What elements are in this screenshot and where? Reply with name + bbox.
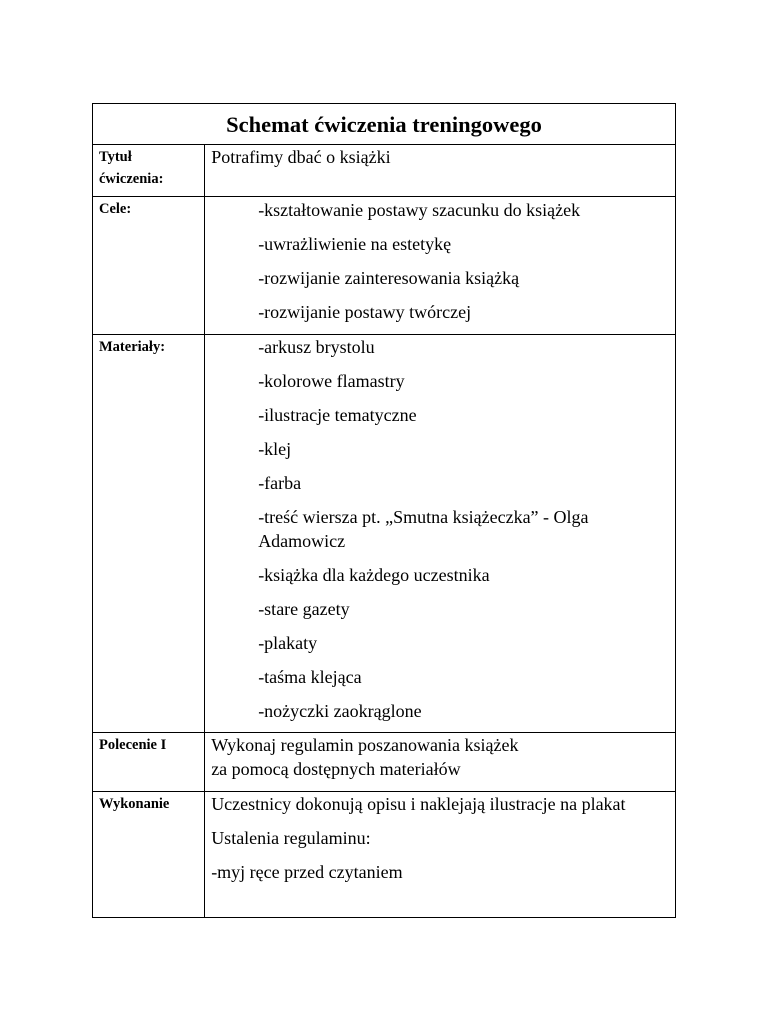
execution-value (205, 792, 676, 918)
material-item: -farba (258, 473, 302, 493)
exercise-title-label-line-2: ćwiczenia: (99, 171, 164, 187)
execution-paragraph: Uczestnicy dokonują opisu i naklejają ilustracje na plakat (211, 794, 626, 814)
material-item: -ilustracje tematyczne (258, 405, 417, 425)
material-item: -stare gazety (258, 599, 350, 619)
table-title-row (93, 104, 676, 145)
exercise-scheme-table (92, 103, 676, 918)
goals-row (93, 197, 676, 335)
goal-item: -rozwijanie zainteresowania książką (258, 268, 520, 288)
material-item: -treść wiersza pt. „Smutna książeczka” - Olga Adamowicz (258, 507, 589, 551)
goal-item: -rozwijanie postawy twórczej (258, 302, 472, 322)
execution-paragraph: -myj ręce przed czytaniem (211, 862, 403, 882)
goals-list (205, 197, 676, 335)
materials-row (93, 335, 676, 733)
material-item: -arkusz brystolu (258, 337, 375, 357)
material-item: -nożyczki zaokrąglone (258, 701, 422, 721)
goal-item: -uwrażliwienie na estetykę (258, 234, 452, 254)
exercise-title-label-line-1: Tytuł (99, 149, 132, 165)
page-title: Schemat ćwiczenia treningowego (93, 104, 676, 145)
execution-label: Wykonanie (93, 792, 205, 918)
materials-list (205, 335, 676, 733)
material-item: -książka dla każdego uczestnika (258, 565, 490, 585)
execution-row (93, 792, 676, 918)
goal-item: -kształtowanie postawy szacunku do książek (258, 200, 581, 220)
task-value (205, 733, 676, 792)
material-item: -taśma klejąca (258, 667, 362, 687)
execution-paragraph: Ustalenia regulaminu: (211, 828, 371, 848)
exercise-title-label (93, 145, 205, 197)
material-item: -kolorowe flamastry (258, 371, 405, 391)
exercise-title-row (93, 145, 676, 197)
exercise-title-value: Potrafimy dbać o książki (205, 145, 676, 197)
material-item: -plakaty (258, 633, 318, 653)
task-line: Wykonaj regulamin poszanowania książek (211, 735, 519, 755)
task-label: Polecenie I (93, 733, 205, 792)
goals-label: Cele: (93, 197, 205, 335)
task-line: za pomocą dostępnych materiałów (211, 759, 461, 779)
task-row (93, 733, 676, 792)
material-item: -klej (258, 439, 292, 459)
materials-label: Materiały: (93, 335, 205, 733)
